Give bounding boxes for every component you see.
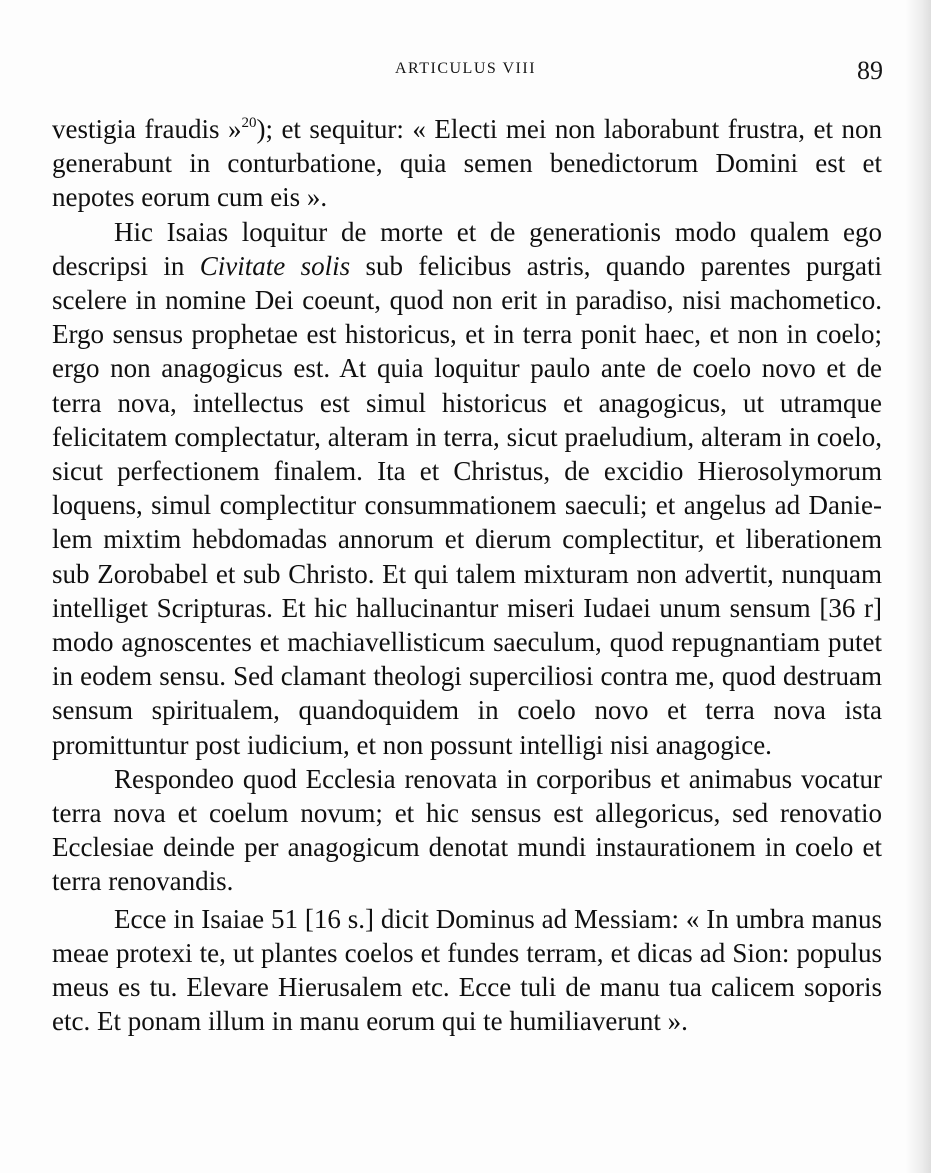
paragraph-4: Ecce in Isaiae 51 [16 s.] dicit Dominus ad Messiam: « In umbra manus meae protexi te, ut plantes coelos et fundes terram, et dicas ad Sion: populus meus es tu. Elevare Hierusalem etc. Ecce tuli de manu tua calicem soporis etc. Et ponam illum in manu eorum qui te humiliaverunt ». [52,903,882,1037]
paragraph-3: Respondeo quod Ecclesia renovata in corporibus et animabus vocatur terra nova et coelum novum; et hic sensus est allegoricus, sed renovatio Ecclesiae deinde per anagogicum denotat mundi instaurationem in coelo et terra renovandis. [52,763,882,897]
paragraph-1-end: ); et sequitur: « Electi mei non laborabunt frustra, et non generabunt in conturbatione, quia semen benedictorum Domini est et nepotes eorum cum eis ». [52,114,882,213]
paragraph-1 [52,112,882,215]
paragraph-2 [52,215,882,762]
body-text [52,112,882,1038]
footnote-marker: 20 [241,115,257,131]
running-title: ARTICULUS VIII [394,60,537,77]
italic-title: Civitate solis [199,250,351,281]
paragraph-1-start: vestigia fraudis » [52,114,242,144]
paragraph-2-start: Hic Isaias loquitur de morte et de generationis modo qualem ego descripsi in [52,216,882,281]
running-head [0,58,931,86]
page-gutter-shadow [905,0,931,1173]
paragraph-2-end: sub felicibus astris, quando parentes purgati scelere in nomine Dei coeunt, quod non erit in paradiso, nisi machometico. Ergo sensus prophetae est historicus, et in terra ponit haec, et non in coelo; ergo non anagogicus est. At quia loquitur paulo ante de coelo novo et de terra nova, intellectus est simul historicus et anagogicus, ut utramque felicitatem complectatur, alteram in terra, sicut praeludium, alteram in coelo, sicut perfectionem finalem. Ita et Christus, de excidio Hierosolymorum loquens, simul complectitur consummationem saeculi; et angelus ad Danielem mixtim hebdomadas annorum et dierum complectitur, et liberationem sub Zorobabel et sub Christo. Et qui talem mixturam non advertit, nunquam intelliget Scripturas. Et hic hallucinantur miseri Iudaei unum sensum [36 r] modo agnoscentes et machiavellisticum saeculum, quod repugnantiam putet in eodem sensu. Sed clamant theologi superciliosi contra me, quod destruam sensum spiritualem, quandoquidem in coelo novo et terra nova ista promittuntur post iudicium, et non possunt intelligi nisi anagogice. [52,250,882,760]
page-number: 89 [857,56,883,85]
